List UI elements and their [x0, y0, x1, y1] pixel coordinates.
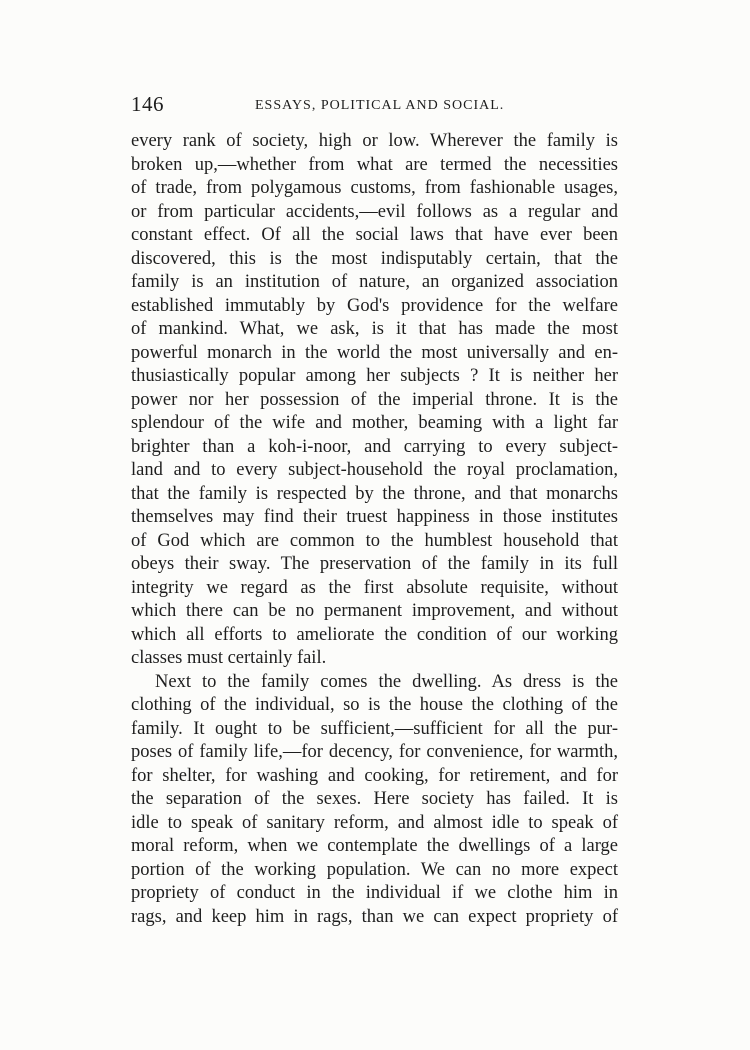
- text-line: of God which are common to the humblest household that: [131, 530, 618, 551]
- text-line: family is an institution of nature, an organized association: [131, 272, 618, 292]
- text-line: themselves may find their truest happiness in those institutes: [131, 507, 618, 527]
- text-line: powerful monarch in the world the most universally and en-: [131, 342, 618, 363]
- running-title: ESSAYS, POLITICAL AND SOCIAL.: [255, 98, 505, 113]
- text-line: moral reform, when we contemplate the dwellings of a large: [131, 836, 618, 856]
- text-line: every rank of society, high or low. Wherever the family is: [131, 131, 618, 151]
- text-line: integrity we regard as the first absolute requisite, without: [131, 577, 618, 598]
- text-line: or from particular accidents,—evil follows as a regular and: [131, 201, 618, 222]
- paragraph-start-line: Next to the family comes the dwelling. As dress is the: [155, 671, 618, 692]
- text-line: constant effect. Of all the social laws that have ever been: [131, 225, 618, 245]
- text-line: discovered, this is the most indisputably certain, that the: [131, 248, 618, 269]
- text-line: poses of family life,—for decency, for convenience, for warmth,: [131, 742, 618, 762]
- text-line: which there can be no permanent improvement, and without: [131, 601, 618, 621]
- running-head: [131, 92, 618, 118]
- text-line: rags, and keep him in rags, than we can expect propriety of: [131, 906, 618, 927]
- text-line: clothing of the individual, so is the house the clothing of the: [131, 695, 618, 715]
- text-line: power nor her possession of the imperial throne. It is the: [131, 389, 618, 410]
- text-line: established immutably by God's providence for the welfare: [131, 295, 618, 316]
- text-line: that the family is respected by the throne, and that monarchs: [131, 483, 618, 504]
- text-line: splendour of the wife and mother, beaming with a light far: [131, 413, 618, 433]
- text-line: land and to every subject-household the royal proclamation,: [131, 460, 618, 480]
- paragraph-end-line: classes must certainly fail.: [131, 648, 327, 668]
- text-line: of mankind. What, we ask, is it that has made the most: [131, 319, 618, 339]
- text-line: brighter than a koh-i-noor, and carrying to every subject-: [131, 436, 618, 457]
- text-line: broken up,—whether from what are termed the necessities: [131, 154, 618, 175]
- text-line: which all efforts to ameliorate the condition of our working: [131, 624, 618, 645]
- text-line: family. It ought to be sufficient,—sufficient for all the pur-: [131, 718, 618, 739]
- text-line: of trade, from polygamous customs, from fashionable usages,: [131, 178, 618, 198]
- text-line: propriety of conduct in the individual if we clothe him in: [131, 883, 618, 903]
- text-line: thusiastically popular among her subjects ? It is neither her: [131, 366, 618, 386]
- text-line: idle to speak of sanitary reform, and almost idle to speak of: [131, 812, 618, 833]
- body-text: [131, 130, 618, 929]
- text-line: for shelter, for washing and cooking, for retirement, and for: [131, 765, 618, 786]
- text-line: obeys their sway. The preservation of the family in its full: [131, 554, 618, 574]
- page-number: 146: [131, 92, 164, 116]
- text-line: the separation of the sexes. Here society has failed. It is: [131, 789, 618, 809]
- text-line: portion of the working population. We can no more expect: [131, 859, 618, 880]
